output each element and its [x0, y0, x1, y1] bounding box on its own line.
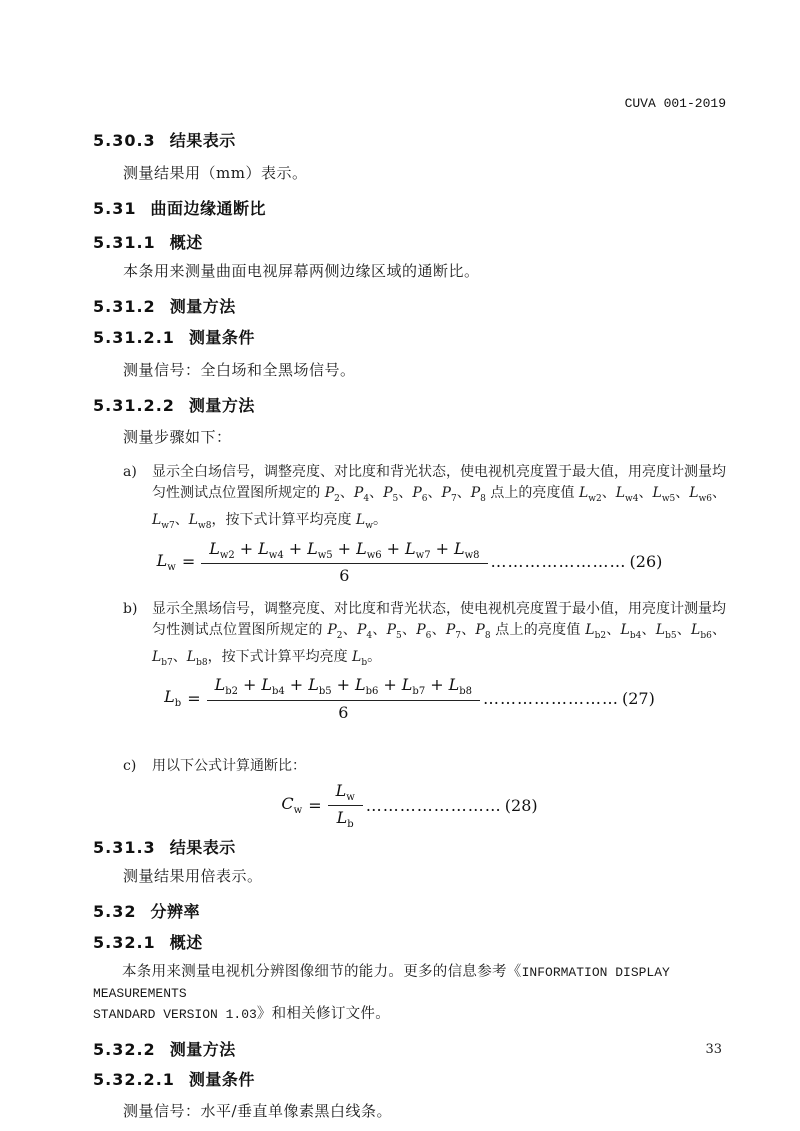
separator: 、 — [675, 485, 690, 501]
paragraph-signal-531: 测量信号：全白场和全黑场信号。 — [123, 361, 356, 379]
heading-5-32 — [93, 901, 726, 922]
heading-number: 5.32.2 — [93, 1040, 156, 1060]
step-a-text — [152, 462, 726, 537]
heading-title: 概述 — [169, 233, 203, 252]
heading-5-31-2 — [93, 296, 726, 317]
math-var-p6: $P_6$ — [412, 485, 428, 504]
heading-number: 5.31.1 — [93, 233, 156, 252]
equals-sign: = — [181, 552, 196, 572]
separator: 、 — [712, 485, 727, 501]
heading-5-31-3 — [93, 837, 726, 858]
paragraph-overview-531: 本条用来测量曲面电视屏幕两侧边缘区域的通断比。 — [123, 262, 480, 280]
heading-title: 测量方法 — [169, 1040, 236, 1060]
math-var-p4: $P_4$ — [356, 621, 373, 641]
res-line2-en: STANDARD VERSION 1.03 — [93, 1006, 257, 1022]
res-line1-zh: 本条用来测量电视机分辨图像细节的能力。更多的信息参考《 — [122, 963, 522, 980]
separator: 、 — [174, 511, 189, 528]
formula-26-denominator: 6 — [339, 565, 350, 585]
math-var-p2: $P_2$ — [327, 621, 343, 641]
heading-title: 测量条件 — [188, 328, 255, 347]
heading-number: 5.31 — [93, 199, 137, 218]
separator: 、 — [398, 485, 413, 501]
math-var-p4: $P_4$ — [353, 485, 370, 504]
paragraph-signal-532: 测量信号：水平/垂直单像素黑白线条。 — [123, 1102, 393, 1121]
formula-28-lhs: $C_w$ — [281, 794, 303, 817]
math-var-lw4: $L_{w4}$ — [615, 485, 639, 504]
step-b-text — [152, 599, 726, 674]
separator: 、 — [172, 648, 187, 665]
math-var-lw-avg: $L_w$ — [355, 511, 373, 531]
heading-number: 5.30.3 — [93, 131, 156, 150]
heading-title: 概述 — [169, 932, 203, 952]
math-var-lw6: $L_{w6}$ — [689, 485, 713, 504]
separator: 、 — [369, 485, 384, 501]
res-line2-zh: 》和相关修订文件。 — [256, 1005, 391, 1022]
formula-26 — [93, 539, 726, 585]
separator: 、 — [401, 621, 417, 638]
step-item-c — [123, 756, 726, 777]
equation-number: (28) — [504, 795, 538, 815]
heading-number: 5.31.2.1 — [93, 328, 175, 347]
math-var-lb4: $L_{b4}$ — [620, 621, 642, 641]
formula-28-fraction — [328, 781, 363, 830]
heading-title: 分辨率 — [150, 901, 200, 921]
separator: 、 — [606, 621, 621, 638]
step-a-text3: ，按下式计算平均亮度 — [211, 511, 356, 528]
formula-26-fraction — [201, 539, 487, 585]
leader-dots: …………………… — [490, 552, 627, 572]
heading-number: 5.32.1 — [93, 932, 156, 952]
heading-number: 5.31.2 — [93, 297, 156, 316]
formula-28-denominator: $L_b$ — [336, 807, 354, 830]
step-b-text4: 。 — [367, 648, 382, 665]
equation-number: (27) — [621, 688, 655, 708]
heading-5-31 — [93, 198, 726, 219]
paragraph-resolution-overview — [93, 962, 726, 1025]
math-var-lb-avg: $L_b$ — [352, 648, 368, 668]
paragraph-result-mm: 测量结果用（mm）表示。 — [123, 164, 308, 182]
heading-5-32-2 — [93, 1039, 726, 1060]
heading-5-31-1 — [93, 232, 726, 253]
math-var-p8: $P_8$ — [475, 621, 491, 641]
heading-number: 5.31.2.2 — [93, 396, 175, 415]
list-marker: a) — [123, 464, 137, 480]
formula-28-numerator: $L_w$ — [328, 781, 363, 806]
formula-27-fraction — [207, 675, 480, 721]
leader-dots: …………………… — [365, 795, 502, 815]
heading-title: 结果表示 — [169, 837, 236, 857]
formula-27-lhs: $L_b$ — [164, 687, 182, 710]
heading-title: 测量条件 — [188, 1070, 255, 1090]
equals-sign: = — [308, 795, 322, 815]
step-a-text2: 点上的亮度值 — [485, 485, 579, 501]
math-var-p7: $P_7$ — [441, 485, 457, 504]
list-marker: b) — [123, 600, 138, 617]
math-var-lb7: $L_{b7}$ — [152, 648, 173, 668]
formula-28 — [93, 781, 726, 830]
math-var-p5: $P_5$ — [386, 621, 402, 641]
leader-dots: …………………… — [482, 688, 619, 708]
separator: 、 — [711, 621, 727, 638]
separator: 、 — [638, 485, 653, 501]
step-item-b — [123, 599, 726, 674]
math-var-lw7: $L_{w7}$ — [152, 511, 175, 531]
heading-number: 5.31.3 — [93, 837, 156, 857]
separator: 、 — [456, 485, 471, 501]
paragraph-steps-intro: 测量步骤如下： — [123, 428, 232, 446]
separator: 、 — [427, 485, 442, 501]
heading-5-30-3 — [93, 130, 726, 151]
math-var-p6: $P_6$ — [416, 621, 432, 641]
step-a-text4: 。 — [372, 511, 387, 528]
step-a-text1: 显示全白场信号，调整亮度、对比度和背光状态，使电视机亮度置于最大值，用亮度计测量均匀性测试点位置图所规定的 — [152, 464, 726, 501]
separator: 、 — [676, 621, 692, 638]
formula-26-numerator: $L_{w2} + L_{w4} + L_{w5} + L_{w6} + L_{w7} + L_{w8}$ — [201, 539, 487, 564]
math-var-p5: $P_5$ — [383, 485, 399, 504]
heading-5-31-2-1 — [93, 327, 726, 348]
math-var-lw8: $L_{w8}$ — [188, 511, 212, 531]
heading-5-32-1 — [93, 932, 726, 953]
separator: 、 — [342, 621, 357, 638]
standard-code-header: CUVA 001-2019 — [624, 96, 726, 111]
heading-title: 测量方法 — [169, 297, 236, 316]
formula-26-lhs: $L_w$ — [156, 550, 176, 573]
step-c-text: 用以下公式计算通断比： — [152, 757, 306, 774]
separator: 、 — [641, 621, 656, 638]
separator: 、 — [431, 621, 446, 638]
heading-title: 结果表示 — [169, 131, 236, 150]
heading-5-31-2-2 — [93, 395, 726, 416]
step-item-a — [123, 462, 726, 537]
list-marker: c) — [123, 757, 137, 774]
math-var-lb8: $L_{b8}$ — [186, 648, 208, 668]
paragraph-result-times: 测量结果用倍表示。 — [123, 866, 263, 885]
heading-number: 5.32.2.1 — [93, 1070, 175, 1090]
math-var-lw2: $L_{w2}$ — [578, 485, 602, 504]
math-var-lb6: $L_{b6}$ — [691, 621, 712, 641]
heading-number: 5.32 — [93, 901, 137, 921]
formula-27-denominator: 6 — [338, 702, 349, 722]
step-b-text2: 点上的亮度值 — [490, 621, 586, 638]
heading-title: 曲面边缘通断比 — [150, 199, 266, 218]
page-number: 33 — [705, 1042, 722, 1057]
separator: 、 — [339, 485, 354, 501]
separator: 、 — [372, 621, 387, 638]
math-var-lb2: $L_{b2}$ — [585, 621, 607, 641]
res-line1-en: INFORMATION DISPLAY MEASUREMENTS — [93, 964, 670, 1001]
math-var-p2: $P_2$ — [324, 485, 340, 504]
equation-number: (26) — [629, 552, 663, 572]
formula-27 — [93, 675, 726, 721]
formula-27-numerator: $L_{b2} + L_{b4} + L_{b5} + L_{b6} + L_{b7} + L_{b8}$ — [207, 675, 480, 700]
math-var-p8: $P_8$ — [470, 485, 486, 504]
separator: 、 — [460, 621, 476, 638]
math-var-lw5: $L_{w5}$ — [652, 485, 676, 504]
heading-5-32-2-1 — [93, 1069, 726, 1090]
heading-title: 测量方法 — [188, 396, 255, 415]
separator: 、 — [601, 485, 616, 501]
step-b-text3: ，按下式计算平均亮度 — [207, 648, 353, 665]
math-var-p7: $P_7$ — [445, 621, 461, 641]
math-var-lb5: $L_{b5}$ — [655, 621, 677, 641]
step-b-text1: 显示全黑场信号，调整亮度、对比度和背光状态，使电视机亮度置于最小值，用亮度计测量均匀性测试点位置图所规定的 — [152, 600, 726, 638]
equals-sign: = — [187, 688, 201, 708]
